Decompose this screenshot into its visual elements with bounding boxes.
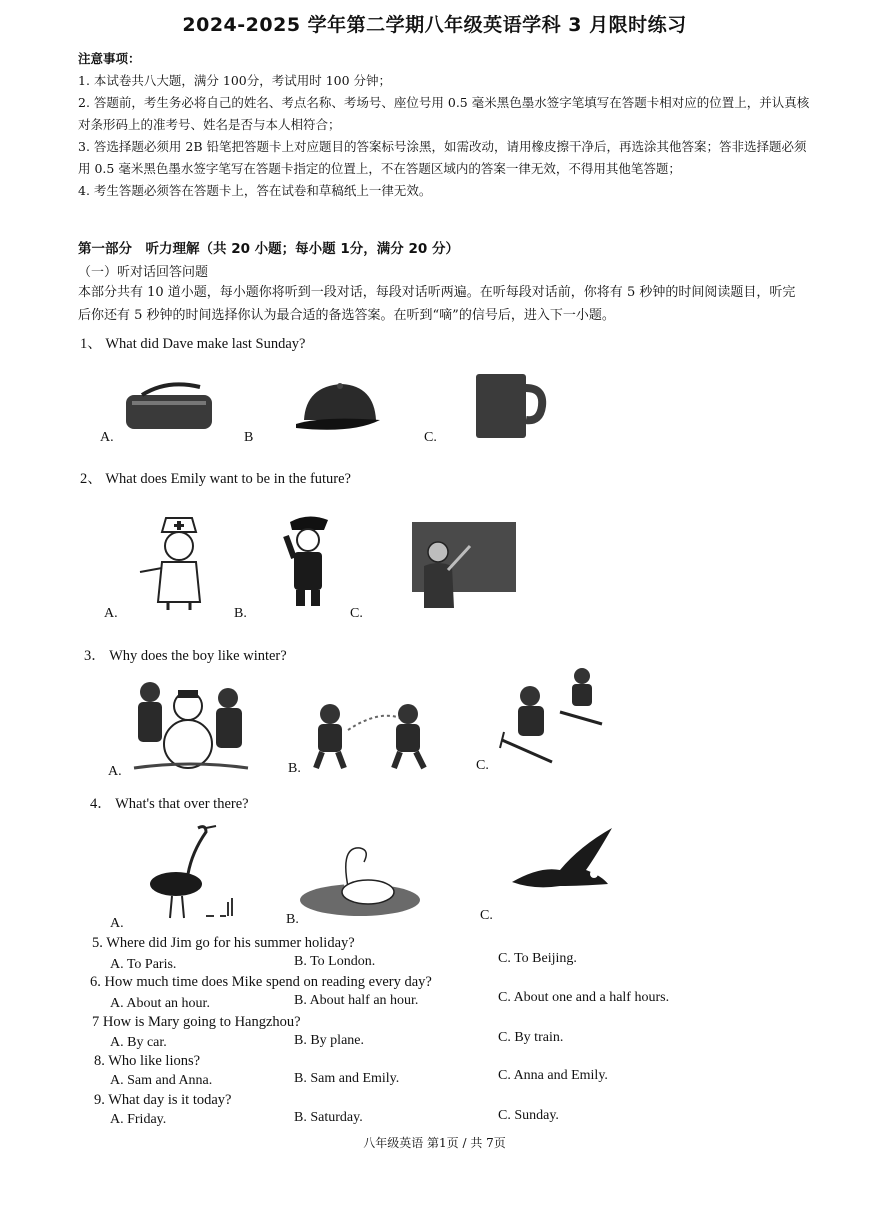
option-c: C. To Beijing. [498,951,577,966]
option-letter-a: A. [104,606,118,621]
option-c: C. By train. [498,1030,564,1045]
section-heading: （一）听对话回答问题 [78,265,209,280]
notice-item-2: 2. 答题前，考生务必将自己的姓名、考点名称、考场号、座位号用 0.5 毫米黑色墨水签字笔填写在答题卡相对应的位置上，并认真核对条形码上的准考号、姓名是否与本人相符合； [78,95,810,132]
question-6 [90,974,432,991]
page-title: 2024-2025 学年第二学期八年级英语学科 3 月限时练习 [182,14,687,36]
swan-icon [298,838,422,920]
notice-heading: 注意事项： [78,51,141,66]
question-number: 2、 [80,471,102,487]
option-letter-a: A. [110,916,124,931]
section-intro: 本部分共有 10 道小题，每小题你将听到一段对话，每段对话听两遍。在听每段对话前，你将有 5 秒钟的时间阅读题目，听完后你还有 5 秒钟的时间选择你认为最合适的备选答案。在听到“嘀”的信号后，进入下一小题。 [78,285,796,323]
page-footer: 八年级英语 第1页 / 共 7页 [363,1136,506,1150]
question-text: How is Mary going to Hangzhou? [102,1014,301,1030]
notice-item-3: 3. 答选择题必须用 2B 铅笔把答题卡上对应题目的答案标号涂黑，如需改动，请用橡皮擦干净后，再选涂其他答案；答非选择题必须用 0.5 毫米黑色墨水签字笔写在答题卡指定的位置上，不在答题区域内的答案一律无效，不得用其他笔答题； [78,139,807,176]
skiing-icon [496,664,608,766]
option-letter-a: A. [108,764,122,779]
question-number: 8. [94,1053,105,1069]
police-officer-icon [282,512,334,610]
option-b: B. By plane. [294,1033,364,1048]
option-letter-c: C. [350,606,363,621]
notice-item-4: 4. 考生答题必须答在答题卡上，答在试卷和草稿纸上一律无效。 [78,183,432,198]
snowman-icon [130,676,252,774]
option-b: B. Saturday. [294,1110,363,1125]
option-letter-b: B [244,430,254,445]
question-text: What's that over there? [115,796,249,812]
nurse-icon [132,510,218,612]
option-letter-a: A. [100,430,114,445]
question-9 [94,1092,231,1109]
mug-icon [474,372,546,440]
question-number: 6. [90,974,101,990]
question-5 [92,935,355,952]
question-number: 7 [92,1014,100,1030]
option-b: B. About half an hour. [294,993,419,1008]
option-a: A. About an hour. [110,996,210,1011]
question-1 [80,332,306,353]
cap-icon [292,380,384,436]
question-3 [84,644,287,665]
question-text: What did Dave make last Sunday? [105,336,306,352]
question-7 [92,1014,301,1031]
question-text: What does Emily want to be in the future? [105,471,351,487]
question-number: 9. [94,1092,105,1108]
option-b: B. To London. [294,954,376,969]
snowball-fight-icon [308,700,434,770]
question-8 [94,1053,200,1070]
question-text: Who like lions? [108,1053,201,1069]
question-number: 1、 [80,336,102,352]
question-number: 4． [90,796,112,812]
question-number: 3． [84,648,106,664]
eagle-icon [510,826,614,892]
notice-section [78,48,813,202]
option-c: C. Sunday. [498,1108,559,1123]
option-b: B. Sam and Emily. [294,1071,400,1086]
option-c: C. About one and a half hours. [498,990,670,1005]
option-c: C. Anna and Emily. [498,1068,608,1083]
bag-icon [122,383,217,433]
option-a: A. Friday. [110,1112,167,1127]
option-letter-c: C. [476,758,489,773]
option-letter-c: C. [424,430,437,445]
question-text: How much time does Mike spend on reading every day? [104,974,432,990]
question-text: What day is it today? [108,1092,232,1108]
teacher-icon [412,522,516,608]
question-4 [90,792,249,813]
part-one-heading: 第一部分 听力理解（共 20 小题；每小题 1分，满分 20 分） [78,241,459,257]
question-text: Why does the boy like winter? [109,648,287,664]
option-a: A. By car. [110,1035,167,1050]
option-a: A. To Paris. [110,957,177,972]
notice-item-1: 1. 本试卷共八大题，满分 100分，考试用时 100 分钟； [78,73,392,88]
option-letter-b: B. [286,912,299,927]
question-number: 5. [92,935,103,951]
option-letter-b: B. [234,606,247,621]
option-letter-b: B. [288,761,301,776]
question-text: Where did Jim go for his summer holiday? [106,935,355,951]
option-letter-c: C. [480,908,493,923]
option-a: A. Sam and Anna. [110,1073,213,1088]
crane-bird-icon [136,822,238,922]
question-2 [80,467,351,488]
